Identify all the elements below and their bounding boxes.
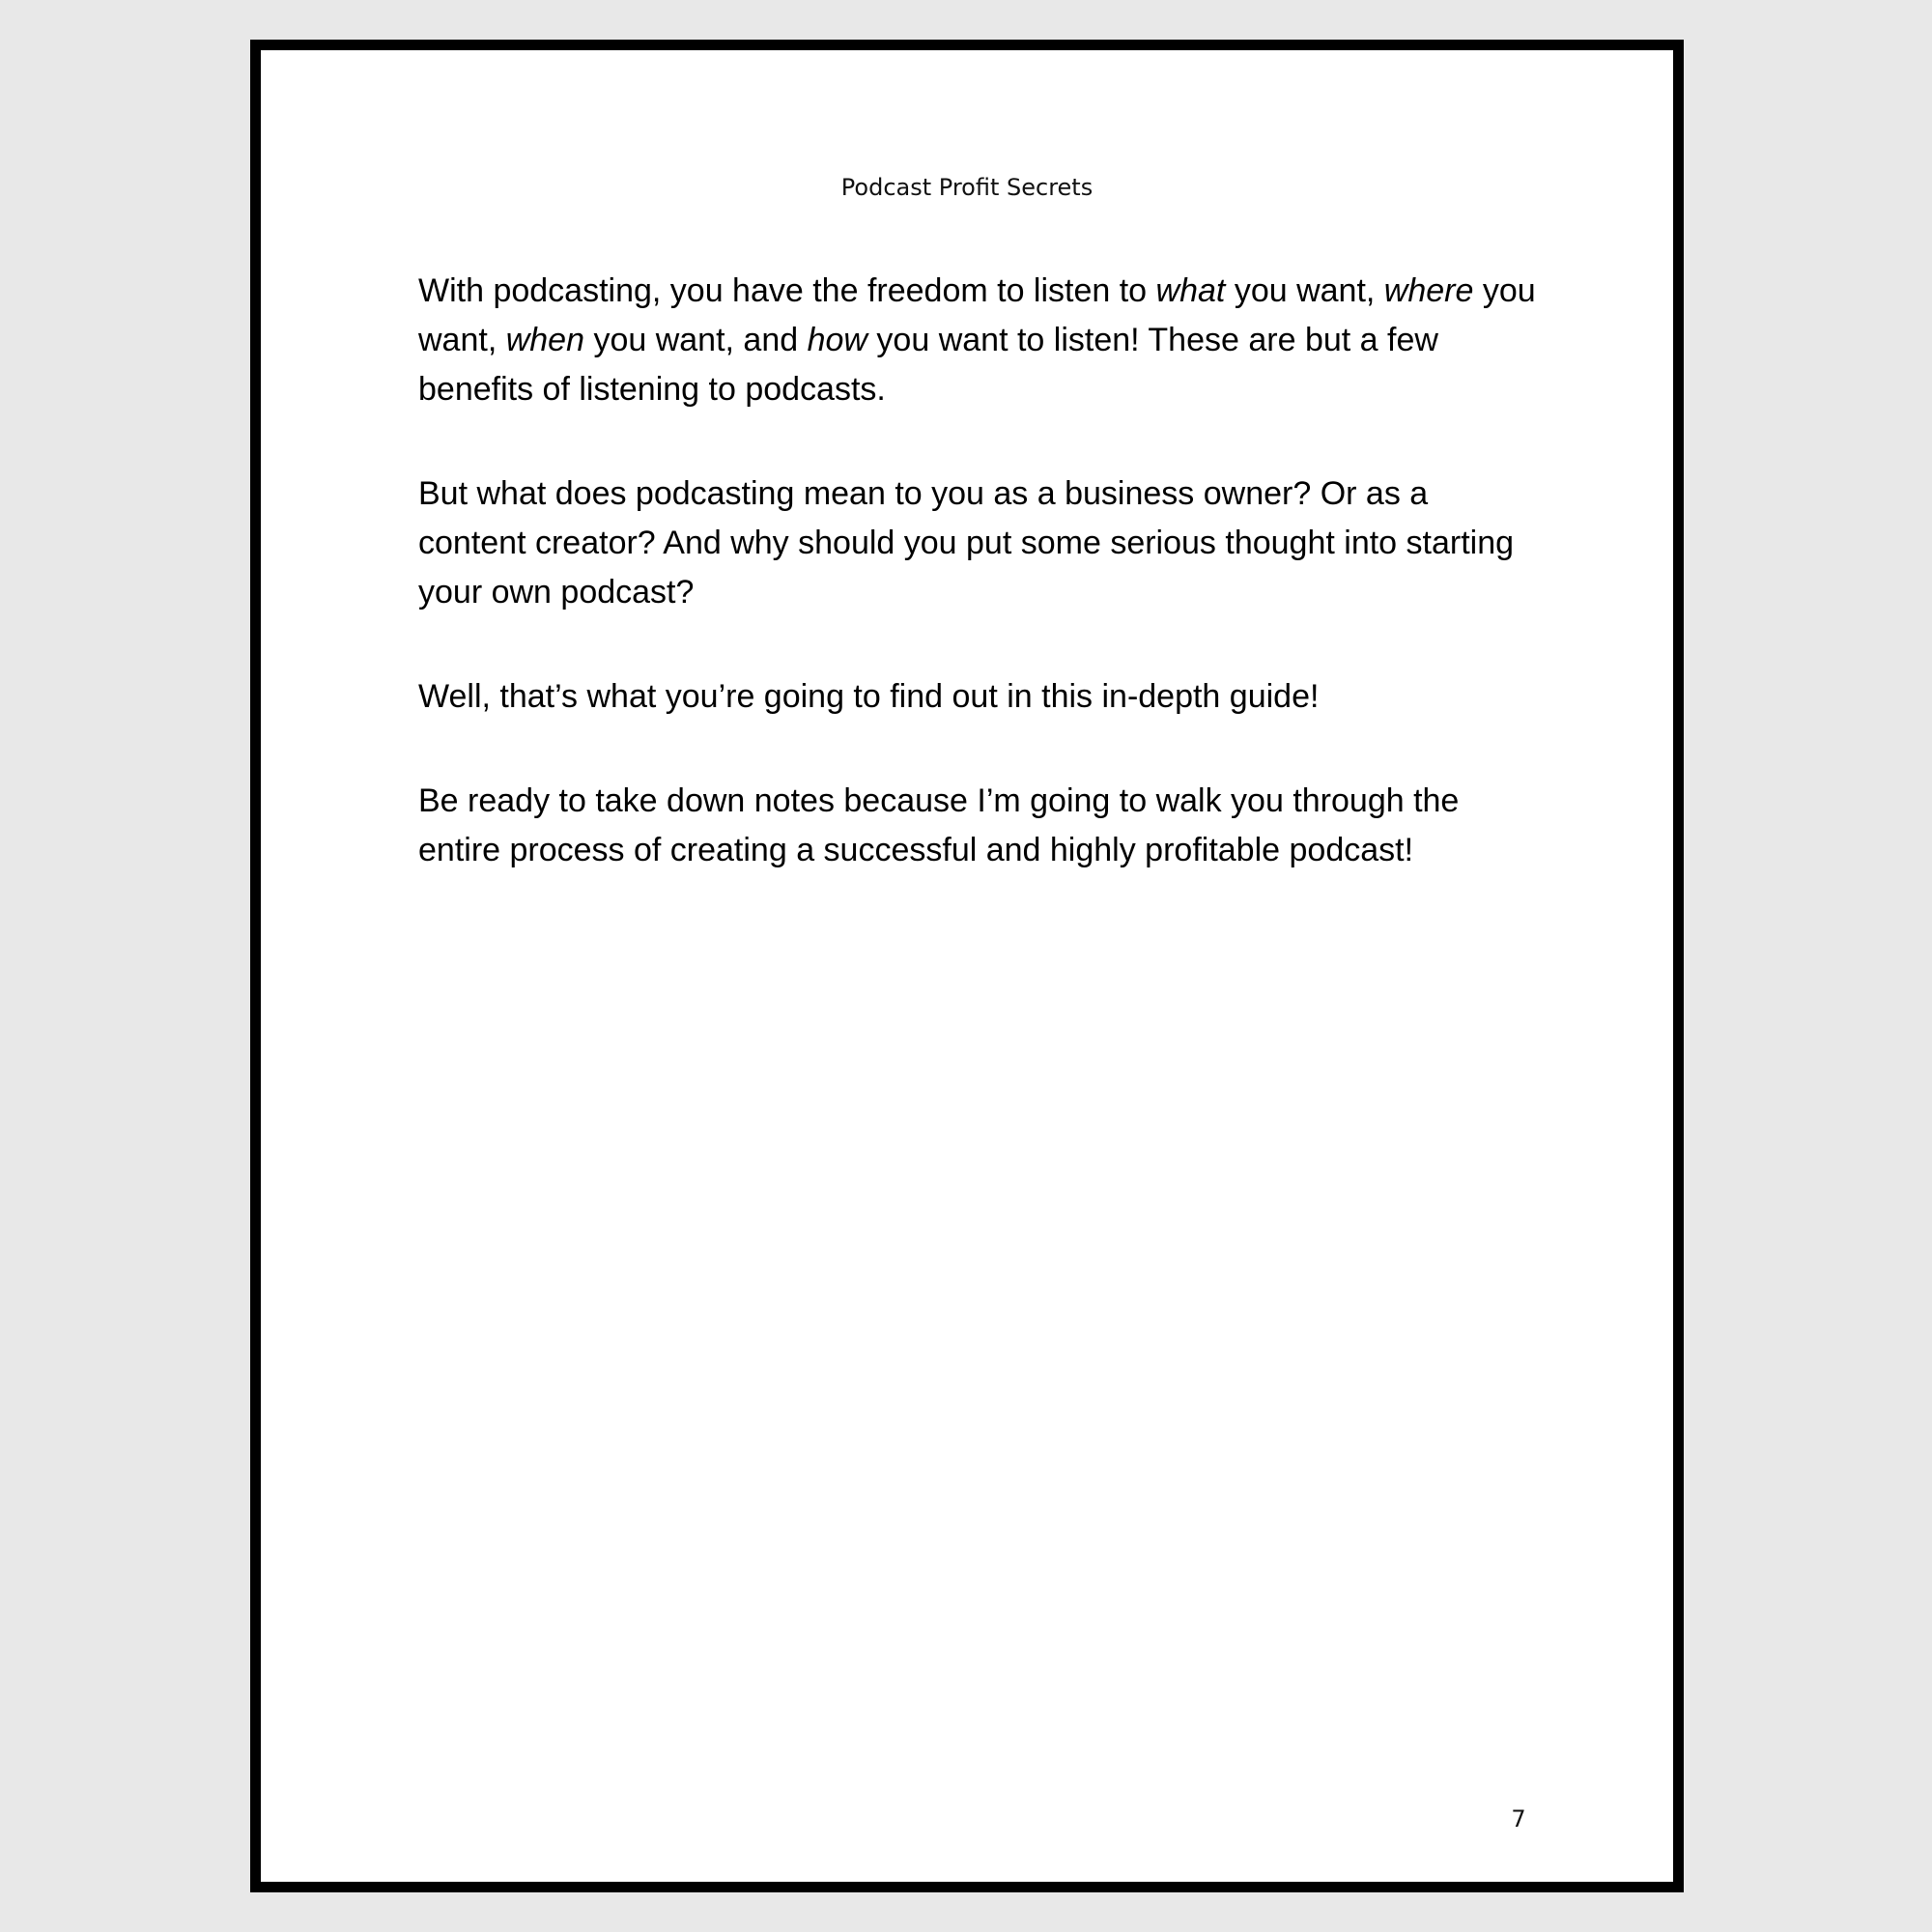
- page-number: 7: [1511, 1805, 1526, 1833]
- page-body: [418, 267, 1539, 930]
- paragraph-text: you want to listen! These are but a few benefits of listening to podcasts.: [418, 322, 1438, 408]
- page-header-title: Podcast Profit Secrets: [840, 174, 1094, 201]
- paragraph-business-owner: But what does podcasting mean to you as a business owner? Or as a content creator? And why should you put some serious thought into starting your own podcast?: [418, 475, 1515, 611]
- emphasis-when: when: [505, 322, 584, 358]
- emphasis-what: what: [1155, 272, 1226, 309]
- document-page: [250, 40, 1684, 1892]
- emphasis-where: where: [1383, 272, 1474, 309]
- paragraph-in-depth-guide: Well, that’s what you’re going to find out in this in-depth guide!: [418, 678, 1320, 715]
- paragraph-take-notes: Be ready to take down notes because I’m going to walk you through the entire process of creating a successful and highly profitable podcast!: [418, 782, 1460, 868]
- paragraph-text: you want,: [418, 272, 1536, 358]
- emphasis-how: how: [807, 322, 867, 358]
- paragraph-podcasting-freedom: [418, 267, 1539, 414]
- paragraph-text: you want, and: [584, 322, 808, 358]
- paragraph-text: With podcasting, you have the freedom to listen to: [418, 272, 1156, 309]
- paragraph-text: you want,: [1225, 272, 1384, 309]
